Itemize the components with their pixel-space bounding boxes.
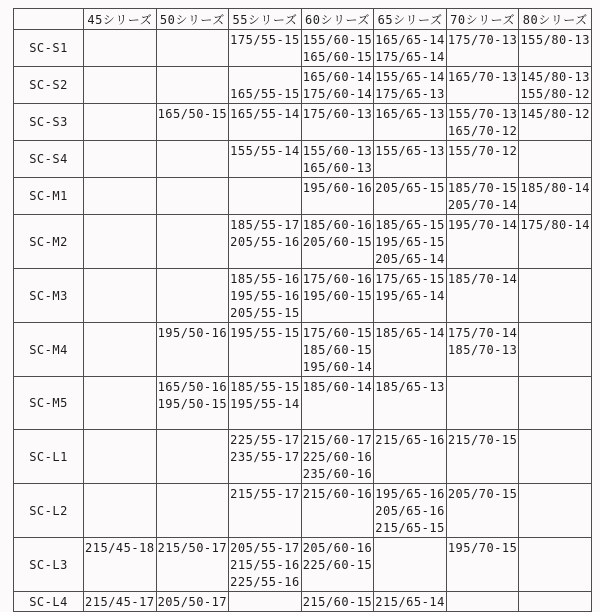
- size-cell: [229, 484, 302, 538]
- size-cell: [229, 178, 302, 215]
- size-value: 215/55-17: [230, 487, 300, 501]
- size-cell: [519, 377, 592, 430]
- size-cell: [84, 30, 157, 67]
- size-cell: [301, 215, 374, 269]
- table-row: [14, 430, 592, 484]
- size-value: 175/65-14: [375, 50, 445, 64]
- size-value: 205/65-15: [375, 181, 445, 195]
- size-cell: [301, 30, 374, 67]
- row-label: SC-L2: [14, 484, 84, 538]
- size-value: 215/45-17: [85, 595, 155, 609]
- size-value: 165/70-12: [447, 124, 518, 138]
- size-cell: [301, 430, 374, 484]
- size-value: 165/65-13: [375, 107, 445, 121]
- size-cell: [301, 592, 374, 612]
- row-label: SC-S2: [14, 67, 84, 104]
- size-cell: [519, 215, 592, 269]
- size-value: 205/55-17: [230, 541, 300, 555]
- size-cell: [374, 323, 447, 377]
- size-value: 155/70-12: [447, 144, 518, 158]
- size-cell: [229, 141, 302, 178]
- size-cell: [156, 30, 229, 67]
- size-value: 155/60-13: [302, 144, 373, 158]
- size-cell: [301, 323, 374, 377]
- size-cell: [156, 215, 229, 269]
- size-cell: [301, 269, 374, 323]
- size-value: 155/65-13: [375, 144, 445, 158]
- size-value: 215/45-18: [85, 541, 155, 555]
- size-cell: [229, 377, 302, 430]
- size-cell: [446, 67, 519, 104]
- size-value: 155/65-14: [375, 70, 445, 84]
- table-row: [14, 323, 592, 377]
- size-value: 165/65-14: [375, 33, 445, 47]
- size-cell: [229, 430, 302, 484]
- size-cell: [301, 141, 374, 178]
- size-cell: [84, 323, 157, 377]
- size-value: 225/60-15: [302, 558, 373, 572]
- size-value: 215/65-15: [375, 521, 445, 535]
- size-value: 205/70-14: [447, 198, 518, 212]
- size-value: 195/60-14: [302, 360, 373, 374]
- size-value: 195/65-14: [375, 289, 445, 303]
- table-row: [14, 592, 592, 612]
- size-cell: [156, 323, 229, 377]
- size-cell: [519, 269, 592, 323]
- size-value: 205/55-15: [230, 306, 300, 320]
- size-cell: [374, 141, 447, 178]
- size-value: 165/60-15: [302, 50, 373, 64]
- size-cell: [374, 215, 447, 269]
- size-value: 235/55-17: [230, 450, 300, 464]
- size-cell: [229, 215, 302, 269]
- column-header: 50シリーズ: [156, 9, 229, 30]
- size-value: 215/60-17: [302, 433, 373, 447]
- size-cell: [156, 269, 229, 323]
- column-header: 60シリーズ: [301, 9, 374, 30]
- size-cell: [519, 538, 592, 592]
- size-value: 215/60-16: [302, 487, 373, 501]
- size-cell: [519, 323, 592, 377]
- size-value: 175/70-13: [447, 33, 518, 47]
- size-value: 205/50-17: [157, 595, 228, 609]
- size-value: 175/60-14: [302, 87, 373, 101]
- size-cell: [374, 104, 447, 141]
- size-cell: [301, 104, 374, 141]
- size-cell: [446, 269, 519, 323]
- size-value: 155/55-14: [230, 144, 300, 158]
- size-cell: [374, 592, 447, 612]
- size-value: 185/65-13: [375, 380, 445, 394]
- size-value: 155/80-12: [520, 87, 590, 101]
- size-cell: [374, 377, 447, 430]
- size-cell: [84, 269, 157, 323]
- size-value: 195/55-16: [230, 289, 300, 303]
- size-cell: [84, 538, 157, 592]
- size-value: 145/80-13: [520, 70, 590, 84]
- row-label: SC-M2: [14, 215, 84, 269]
- size-cell: [301, 377, 374, 430]
- size-cell: [446, 178, 519, 215]
- size-value: 225/55-17: [230, 433, 300, 447]
- size-cell: [301, 178, 374, 215]
- size-cell: [156, 377, 229, 430]
- table-row: [14, 269, 592, 323]
- size-cell: [446, 215, 519, 269]
- size-value: 205/60-15: [302, 235, 373, 249]
- size-cell: [229, 30, 302, 67]
- size-cell: [446, 141, 519, 178]
- size-value: 165/60-13: [302, 161, 373, 175]
- size-cell: [519, 141, 592, 178]
- size-cell: [229, 104, 302, 141]
- size-value: 175/60-15: [302, 326, 373, 340]
- size-value: 235/60-16: [302, 467, 373, 481]
- size-value: 155/60-15: [302, 33, 373, 47]
- row-label: SC-M3: [14, 269, 84, 323]
- size-cell: [519, 430, 592, 484]
- row-label: SC-L4: [14, 592, 84, 612]
- table-row: [14, 377, 592, 430]
- size-cell: [519, 104, 592, 141]
- size-cell: [229, 538, 302, 592]
- column-header: 70シリーズ: [446, 9, 519, 30]
- row-label: SC-S1: [14, 30, 84, 67]
- size-cell: [519, 592, 592, 612]
- size-value: 175/70-14: [447, 326, 518, 340]
- size-value: 205/65-14: [375, 252, 445, 266]
- size-value: 175/65-13: [375, 87, 445, 101]
- size-cell: [446, 430, 519, 484]
- size-cell: [156, 141, 229, 178]
- size-cell: [301, 538, 374, 592]
- size-value: 185/70-14: [447, 272, 518, 286]
- row-label: SC-S3: [14, 104, 84, 141]
- size-cell: [156, 484, 229, 538]
- size-cell: [374, 67, 447, 104]
- size-value: 155/70-13: [447, 107, 518, 121]
- size-value: 195/50-16: [157, 326, 228, 340]
- size-cell: [84, 104, 157, 141]
- size-cell: [156, 430, 229, 484]
- size-value: 165/55-15: [230, 87, 300, 101]
- table-row: [14, 484, 592, 538]
- size-cell: [374, 178, 447, 215]
- table-row: [14, 141, 592, 178]
- size-cell: [84, 215, 157, 269]
- size-cell: [374, 269, 447, 323]
- size-value: 185/65-14: [375, 326, 445, 340]
- size-cell: [374, 30, 447, 67]
- size-value: 175/80-14: [520, 218, 590, 232]
- size-cell: [519, 67, 592, 104]
- size-value: 185/55-15: [230, 380, 300, 394]
- size-value: 165/50-16: [157, 380, 228, 394]
- size-value: 185/60-14: [302, 380, 373, 394]
- size-value: 195/65-15: [375, 235, 445, 249]
- size-cell: [519, 178, 592, 215]
- size-value: 175/65-15: [375, 272, 445, 286]
- size-cell: [84, 67, 157, 104]
- size-value: 195/50-15: [157, 397, 228, 411]
- column-header: 65シリーズ: [374, 9, 447, 30]
- size-value: 185/70-13: [447, 343, 518, 357]
- size-cell: [446, 538, 519, 592]
- table-row: [14, 30, 592, 67]
- tire-size-table: [13, 8, 592, 612]
- size-cell: [374, 484, 447, 538]
- size-cell: [84, 430, 157, 484]
- size-value: 195/60-15: [302, 289, 373, 303]
- table-row: [14, 538, 592, 592]
- size-cell: [84, 592, 157, 612]
- size-value: 185/55-17: [230, 218, 300, 232]
- header-row: [14, 9, 592, 30]
- size-cell: [229, 67, 302, 104]
- size-cell: [156, 104, 229, 141]
- row-label: SC-S4: [14, 141, 84, 178]
- size-cell: [229, 323, 302, 377]
- table-row: [14, 67, 592, 104]
- size-value: 185/65-15: [375, 218, 445, 232]
- size-value: 215/65-14: [375, 595, 445, 609]
- size-value: 155/80-13: [520, 33, 590, 47]
- column-header: 80シリーズ: [519, 9, 592, 30]
- row-label: SC-M5: [14, 377, 84, 430]
- size-value: 205/65-16: [375, 504, 445, 518]
- size-value: 215/55-16: [230, 558, 300, 572]
- size-value: 185/60-15: [302, 343, 373, 357]
- size-value: 195/60-16: [302, 181, 373, 195]
- row-label: SC-L1: [14, 430, 84, 484]
- size-value: 165/50-15: [157, 107, 228, 121]
- size-value: 185/70-15: [447, 181, 518, 195]
- size-cell: [84, 141, 157, 178]
- size-value: 175/60-13: [302, 107, 373, 121]
- size-cell: [84, 178, 157, 215]
- size-value: 185/80-14: [520, 181, 590, 195]
- size-value: 215/65-16: [375, 433, 445, 447]
- size-value: 205/70-15: [447, 487, 518, 501]
- blank-line: [229, 69, 301, 86]
- size-value: 205/60-16: [302, 541, 373, 555]
- size-value: 185/60-16: [302, 218, 373, 232]
- size-cell: [84, 377, 157, 430]
- size-cell: [229, 269, 302, 323]
- size-cell: [446, 104, 519, 141]
- corner-cell: [14, 9, 84, 30]
- column-header: 45シリーズ: [84, 9, 157, 30]
- size-value: 215/50-17: [157, 541, 228, 555]
- size-cell: [446, 30, 519, 67]
- size-cell: [519, 484, 592, 538]
- size-cell: [446, 484, 519, 538]
- size-value: 175/60-16: [302, 272, 373, 286]
- size-cell: [519, 30, 592, 67]
- size-cell: [446, 377, 519, 430]
- size-cell: [156, 592, 229, 612]
- size-value: 225/55-16: [230, 575, 300, 589]
- size-cell: [374, 538, 447, 592]
- column-header: 55シリーズ: [229, 9, 302, 30]
- size-cell: [84, 484, 157, 538]
- size-cell: [156, 67, 229, 104]
- table-row: [14, 215, 592, 269]
- table-row: [14, 104, 592, 141]
- size-cell: [446, 323, 519, 377]
- row-label: SC-L3: [14, 538, 84, 592]
- table-row: [14, 178, 592, 215]
- size-cell: [446, 592, 519, 612]
- size-value: 175/55-15: [230, 33, 300, 47]
- size-value: 215/70-15: [447, 433, 518, 447]
- size-cell: [301, 67, 374, 104]
- size-value: 145/80-12: [520, 107, 590, 121]
- size-value: 165/70-13: [447, 70, 518, 84]
- size-value: 225/60-16: [302, 450, 373, 464]
- size-value: 215/60-15: [302, 595, 373, 609]
- size-value: 195/70-15: [447, 541, 518, 555]
- size-value: 195/55-15: [230, 326, 300, 340]
- size-cell: [156, 538, 229, 592]
- size-value: 195/65-16: [375, 487, 445, 501]
- size-value: 205/55-16: [230, 235, 300, 249]
- size-value: 185/55-16: [230, 272, 300, 286]
- size-value: 165/55-14: [230, 107, 300, 121]
- size-cell: [229, 592, 302, 612]
- size-value: 195/70-14: [447, 218, 518, 232]
- row-label: SC-M4: [14, 323, 84, 377]
- size-cell: [374, 430, 447, 484]
- size-value: 165/60-14: [302, 70, 373, 84]
- row-label: SC-M1: [14, 178, 84, 215]
- size-cell: [156, 178, 229, 215]
- size-cell: [301, 484, 374, 538]
- size-value: 195/55-14: [230, 397, 300, 411]
